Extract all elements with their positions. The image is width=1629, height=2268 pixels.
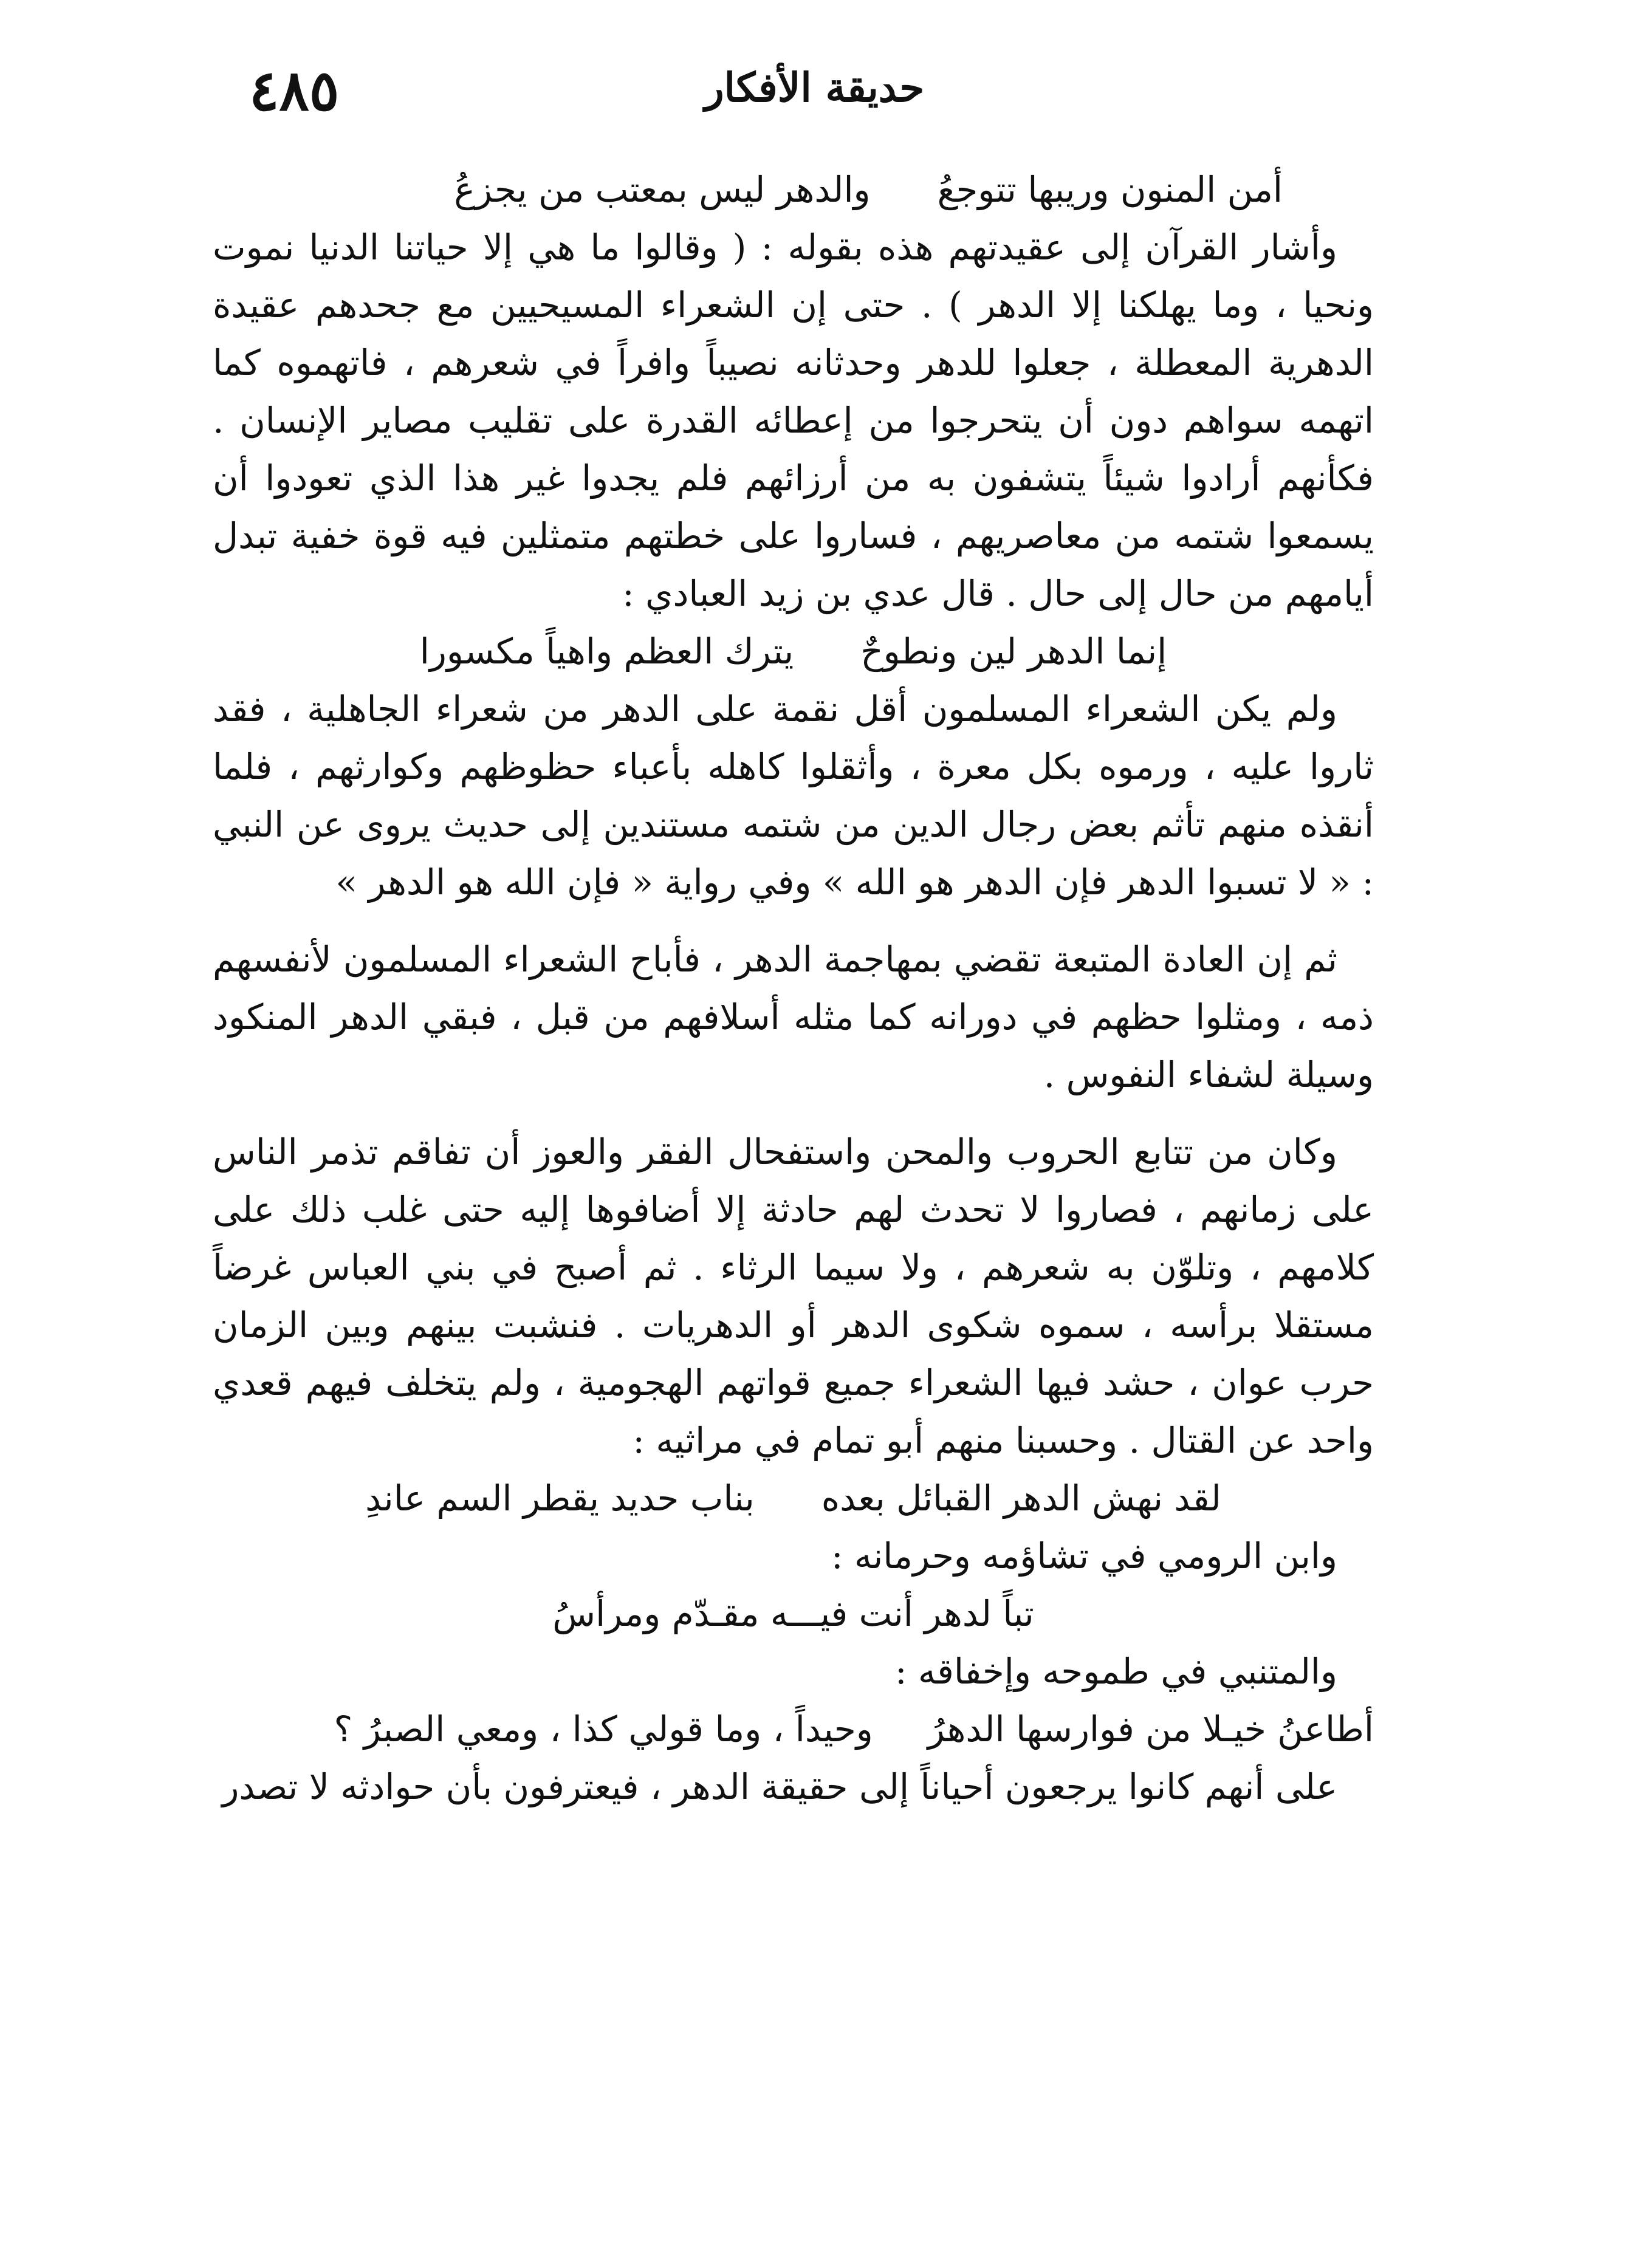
verse-first-hemistich: أمن المنون وريبها تتوجعُ (937, 169, 1283, 210)
verse-first-hemistich: إنما الدهر لين ونطوحٌ (860, 631, 1167, 672)
page-number: ٤٨٥ (249, 58, 340, 123)
paragraph: على أنهم كانوا يرجعون أحياناً إلى حقيقة الدهر ، فيعترفون بأن حوادثه لا تصدر (222, 1766, 1337, 1807)
paragraph: ولم يكن الشعراء المسلمون أقل نقمة على الدهر من شعراء الجاهلية ، فقد ثاروا عليه ، ورموه بكل معرة ، وأثقلوا كاهله بأعباء حظوظهم وكوارثهم ، فلما أنقذه منهم تأثم بعض رجال الدين من شتمه مستندين إلى حديث يروى عن النبي : « لا تسبوا الدهر فإن الدهر هو الله » وفي رواية « فإن الله هو الدهر » (213, 688, 1374, 903)
verse-first-hemistich: تباً لدهر أنت فيـــه مقـدّم ومرأسُ (552, 1593, 1034, 1634)
paragraph: والمتنبي في طموحه وإخفاقه : (895, 1651, 1337, 1692)
verse-second-hemistich: بناب حديد يقطر السم عاندِ (365, 1478, 755, 1519)
paragraph: وكان من تتابع الحروب والمحن واستفحال الفقر والعوز أن تفاقم تذمر الناس على زمانهم ، فصاروا لا تحدث لهم حادثة إلا أضافوها إليه حتى غلب ذلك على كلامهم ، وتلوّن به شعرهم ، ولا سيما الرثاء . ثم أصبح في بني العباس غرضاً مستقلا برأسه ، سموه شكوى الدهر أو الدهريات . فنشبت بينهم وبين الزمان حرب عوان ، حشد فيها الشعراء جميع قواتهم الهجومية ، ولم يتخلف فيهم قعدي واحد عن القتال . وحسبنا منهم أبو تمام في مراثيه : (213, 1131, 1374, 1461)
paragraph: وأشار القرآن إلى عقيدتهم هذه بقوله : ( وقالوا ما هي إلا حياتنا الدنيا نموت ونحيا ، وما يهلكنا إلا الدهر ) . حتى إن الشعراء المسيحيين مع جحدهم عقيدة الدهرية المعطلة ، جعلوا للدهر وحدثانه نصيباً وافراً في شعرهم ، فاتهموه كما اتهمه سواهم دون أن يتحرجوا من إعطائه القدرة على تقليب مصاير الإنسان . فكأنهم أرادوا شيئاً يتشفون به من أرزائهم فلم يجدوا غير هذا الذي تعودوا أن يسمعوا شتمه من معاصريهم ، فساروا على خطتهم متمثلين فيه قوة خفية تبدل أيامهم من حال إلى حال . قال عدي بن زيد العبادي : (213, 227, 1374, 614)
verse-line (213, 1701, 1374, 1758)
running-title: حديقة الأفكار (704, 64, 925, 111)
verse-second-hemistich: والدهر ليس بمعتب من يجزعُ (454, 169, 871, 210)
verse-line (213, 1585, 1374, 1643)
verse-line (213, 1470, 1374, 1527)
verse-first-hemistich: أطاعنُ خيـلا من فوارسها الدهرُ (927, 1708, 1374, 1750)
page-header (201, 58, 1428, 125)
verse-second-hemistich: وحيداً ، وما قولي كذا ، ومعي الصبرُ ؟ (334, 1708, 873, 1750)
verse-line (213, 623, 1374, 680)
verse-line (213, 161, 1374, 219)
paragraph: ثم إن العادة المتبعة تقضي بمهاجمة الدهر ، فأباح الشعراء المسلمون لأنفسهم ذمه ، ومثلوا حظهم في دورانه كما مثله أسلافهم من قبل ، فبقي الدهر المنكود وسيلة لشفاء النفوس . (213, 939, 1374, 1095)
verse-first-hemistich: لقد نهش الدهر القبائل بعده (821, 1478, 1221, 1519)
page-body (213, 161, 1374, 1816)
verse-second-hemistich: يترك العظم واهياً مكسورا (419, 631, 794, 672)
paragraph: وابن الرومي في تشاؤمه وحرمانه : (831, 1535, 1337, 1577)
